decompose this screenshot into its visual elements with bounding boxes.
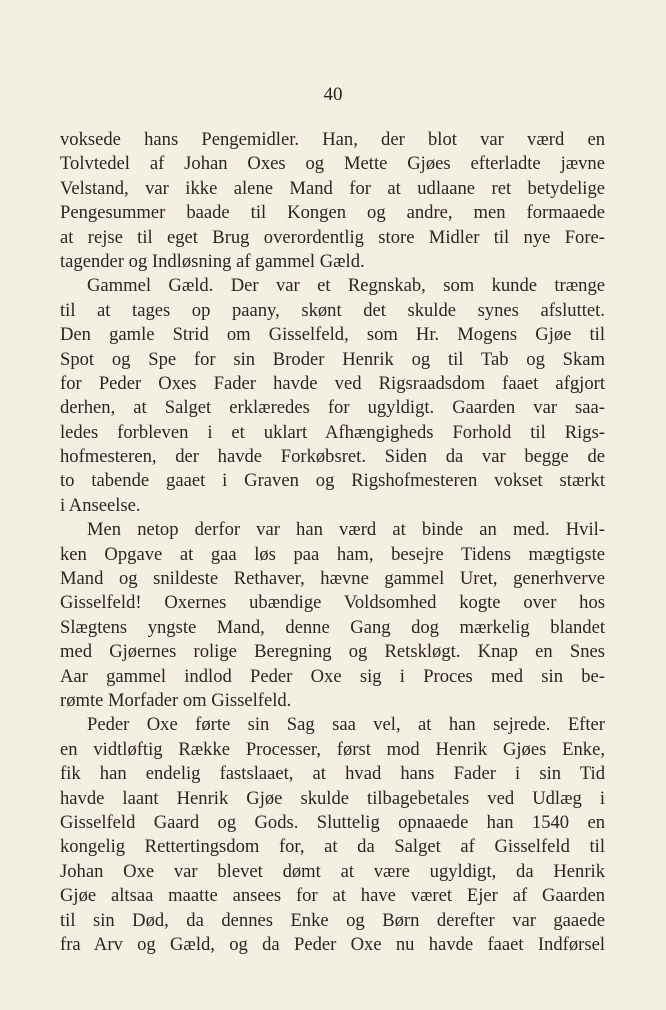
text-line: Mand og snildeste Rethaver, hævne gammel Uret, generhverve <box>60 568 605 590</box>
text-line: fik han endelig fastslaaet, at hvad hans Fader i sin Tid <box>60 763 605 785</box>
text-line: til at tages op paany, skønt det skulde synes afsluttet. <box>60 299 605 321</box>
text-line: voksede hans Pengemidler. Han, der blot var værd en <box>60 129 605 150</box>
text-line: Den gamle Strid om Gisselfeld, som Hr. Mogens Gjøe til <box>60 324 605 346</box>
paragraph-2 <box>60 274 605 518</box>
paragraph-4 <box>60 713 605 957</box>
text-line: Gisselfeld! Oxernes ubændige Voldsomhed kogte over hos <box>60 592 605 614</box>
text-line: tagender og Indløsning af gammel Gæld. <box>60 250 365 272</box>
text-line: til sin Død, da dennes Enke og Børn derefter var gaaede <box>60 909 605 931</box>
text-line: Johan Oxe var blevet dømt at være ugyldigt, da Henrik <box>60 860 605 882</box>
body-text <box>60 128 605 957</box>
text-line: Men netop derfor var han værd at binde an med. Hvil- <box>87 519 605 541</box>
text-line: havde laant Henrik Gjøe skulde tilbagebetales ved Udlæg i <box>60 787 605 809</box>
paragraph-1 <box>60 128 605 274</box>
text-line: ledes forbleven i et uklart Afhængigheds Forhold til Rigs- <box>60 421 605 443</box>
text-line: Pengesummer baade til Kongen og andre, men formaaede <box>60 202 605 224</box>
text-line: Peder Oxe førte sin Sag saa vel, at han sejrede. Efter <box>87 714 605 736</box>
text-line: fra Arv og Gæld, og da Peder Oxe nu havde faaet Indførsel <box>60 933 605 955</box>
text-line: at rejse til eget Brug overordentlig store Midler til nye Fore- <box>60 226 605 248</box>
text-line: i Anseelse. <box>60 494 141 516</box>
paragraph-3 <box>60 518 605 713</box>
text-line: for Peder Oxes Fader havde ved Rigsraadsdom faaet afgjort <box>60 372 605 394</box>
text-line: Tolvtedel af Johan Oxes og Mette Gjøes efterladte jævne <box>60 153 605 175</box>
text-line: rømte Morfader om Gisselfeld. <box>60 689 292 711</box>
text-line: derhen, at Salget erklæredes for ugyldigt. Gaarden var saa- <box>60 397 605 419</box>
text-line: med Gjøernes rolige Beregning og Retskløgt. Knap en Snes <box>60 641 605 663</box>
text-line: ken Opgave at gaa løs paa ham, besejre Tidens mægtigste <box>60 543 605 565</box>
text-line: Gammel Gæld. Der var et Regnskab, som kunde trænge <box>87 275 605 297</box>
page-number: 40 <box>323 84 343 105</box>
text-line: Gisselfeld Gaard og Gods. Sluttelig opnaaede han 1540 en <box>60 811 605 833</box>
text-line: Aar gammel indlod Peder Oxe sig i Proces med sin be- <box>60 665 605 687</box>
text-line: Slægtens yngste Mand, denne Gang dog mærkelig blandet <box>60 616 605 638</box>
text-line: en vidtløftig Række Processer, først mod Henrik Gjøes Enke, <box>60 738 605 760</box>
text-line: Gjøe altsaa maatte ansees for at have været Ejer af Gaarden <box>60 885 605 907</box>
text-line: Velstand, var ikke alene Mand for at udlaane ret betydelige <box>60 177 605 199</box>
text-line: Spot og Spe for sin Broder Henrik og til Tab og Skam <box>60 348 605 370</box>
text-line: to tabende gaaet i Graven og Rigshofmesteren vokset stærkt <box>60 470 605 492</box>
text-line: kongelig Rettertingsdom for, at da Salget af Gisselfeld til <box>60 836 605 858</box>
text-line: hofmesteren, der havde Forkøbsret. Siden da var begge de <box>60 446 605 468</box>
